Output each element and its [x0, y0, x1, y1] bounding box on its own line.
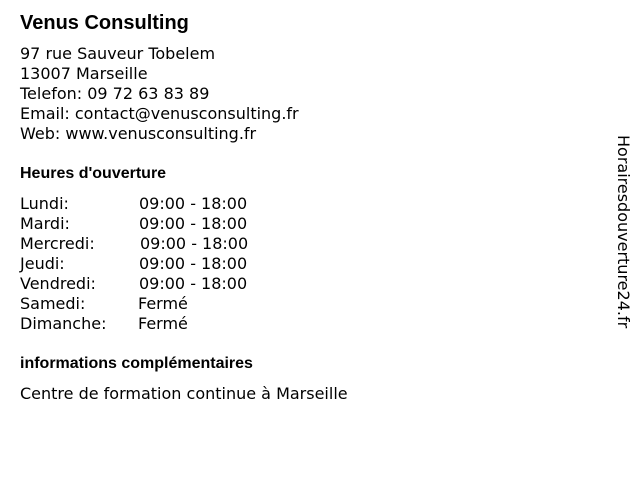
- email-address: Email: contact@venusconsulting.fr: [20, 104, 299, 123]
- hours-value: 09:00 - 18:00: [140, 234, 249, 253]
- day-label: Jeudi:: [20, 254, 65, 273]
- opening-hours-heading: Heures d'ouverture: [20, 165, 167, 182]
- additional-info-heading: informations complémentaires: [20, 355, 253, 372]
- day-label: Mercredi:: [20, 234, 95, 253]
- hours-value: Fermé: [138, 294, 188, 313]
- business-name: Venus Consulting: [20, 12, 189, 34]
- site-watermark: Horairesdouverture24.fr: [614, 135, 633, 329]
- hours-value: 09:00 - 18:00: [139, 274, 248, 293]
- additional-info-text: Centre de formation continue à Marseille: [20, 384, 348, 403]
- hours-value: 09:00 - 18:00: [139, 194, 248, 213]
- hours-value: 09:00 - 18:00: [139, 214, 248, 233]
- hours-value: Fermé: [138, 314, 188, 333]
- city-postcode: 13007 Marseille: [20, 64, 148, 83]
- day-label: Mardi:: [20, 214, 70, 233]
- street-address: 97 rue Sauveur Tobelem: [20, 44, 216, 63]
- phone-number: Telefon: 09 72 63 83 89: [20, 84, 210, 103]
- day-label: Samedi:: [20, 294, 86, 313]
- day-label: Vendredi:: [20, 274, 96, 293]
- contact-block: [20, 44, 299, 144]
- website: Web: www.venusconsulting.fr: [20, 124, 257, 143]
- day-label: Dimanche:: [20, 314, 107, 333]
- day-label: Lundi:: [20, 194, 69, 213]
- hours-value: 09:00 - 18:00: [139, 254, 248, 273]
